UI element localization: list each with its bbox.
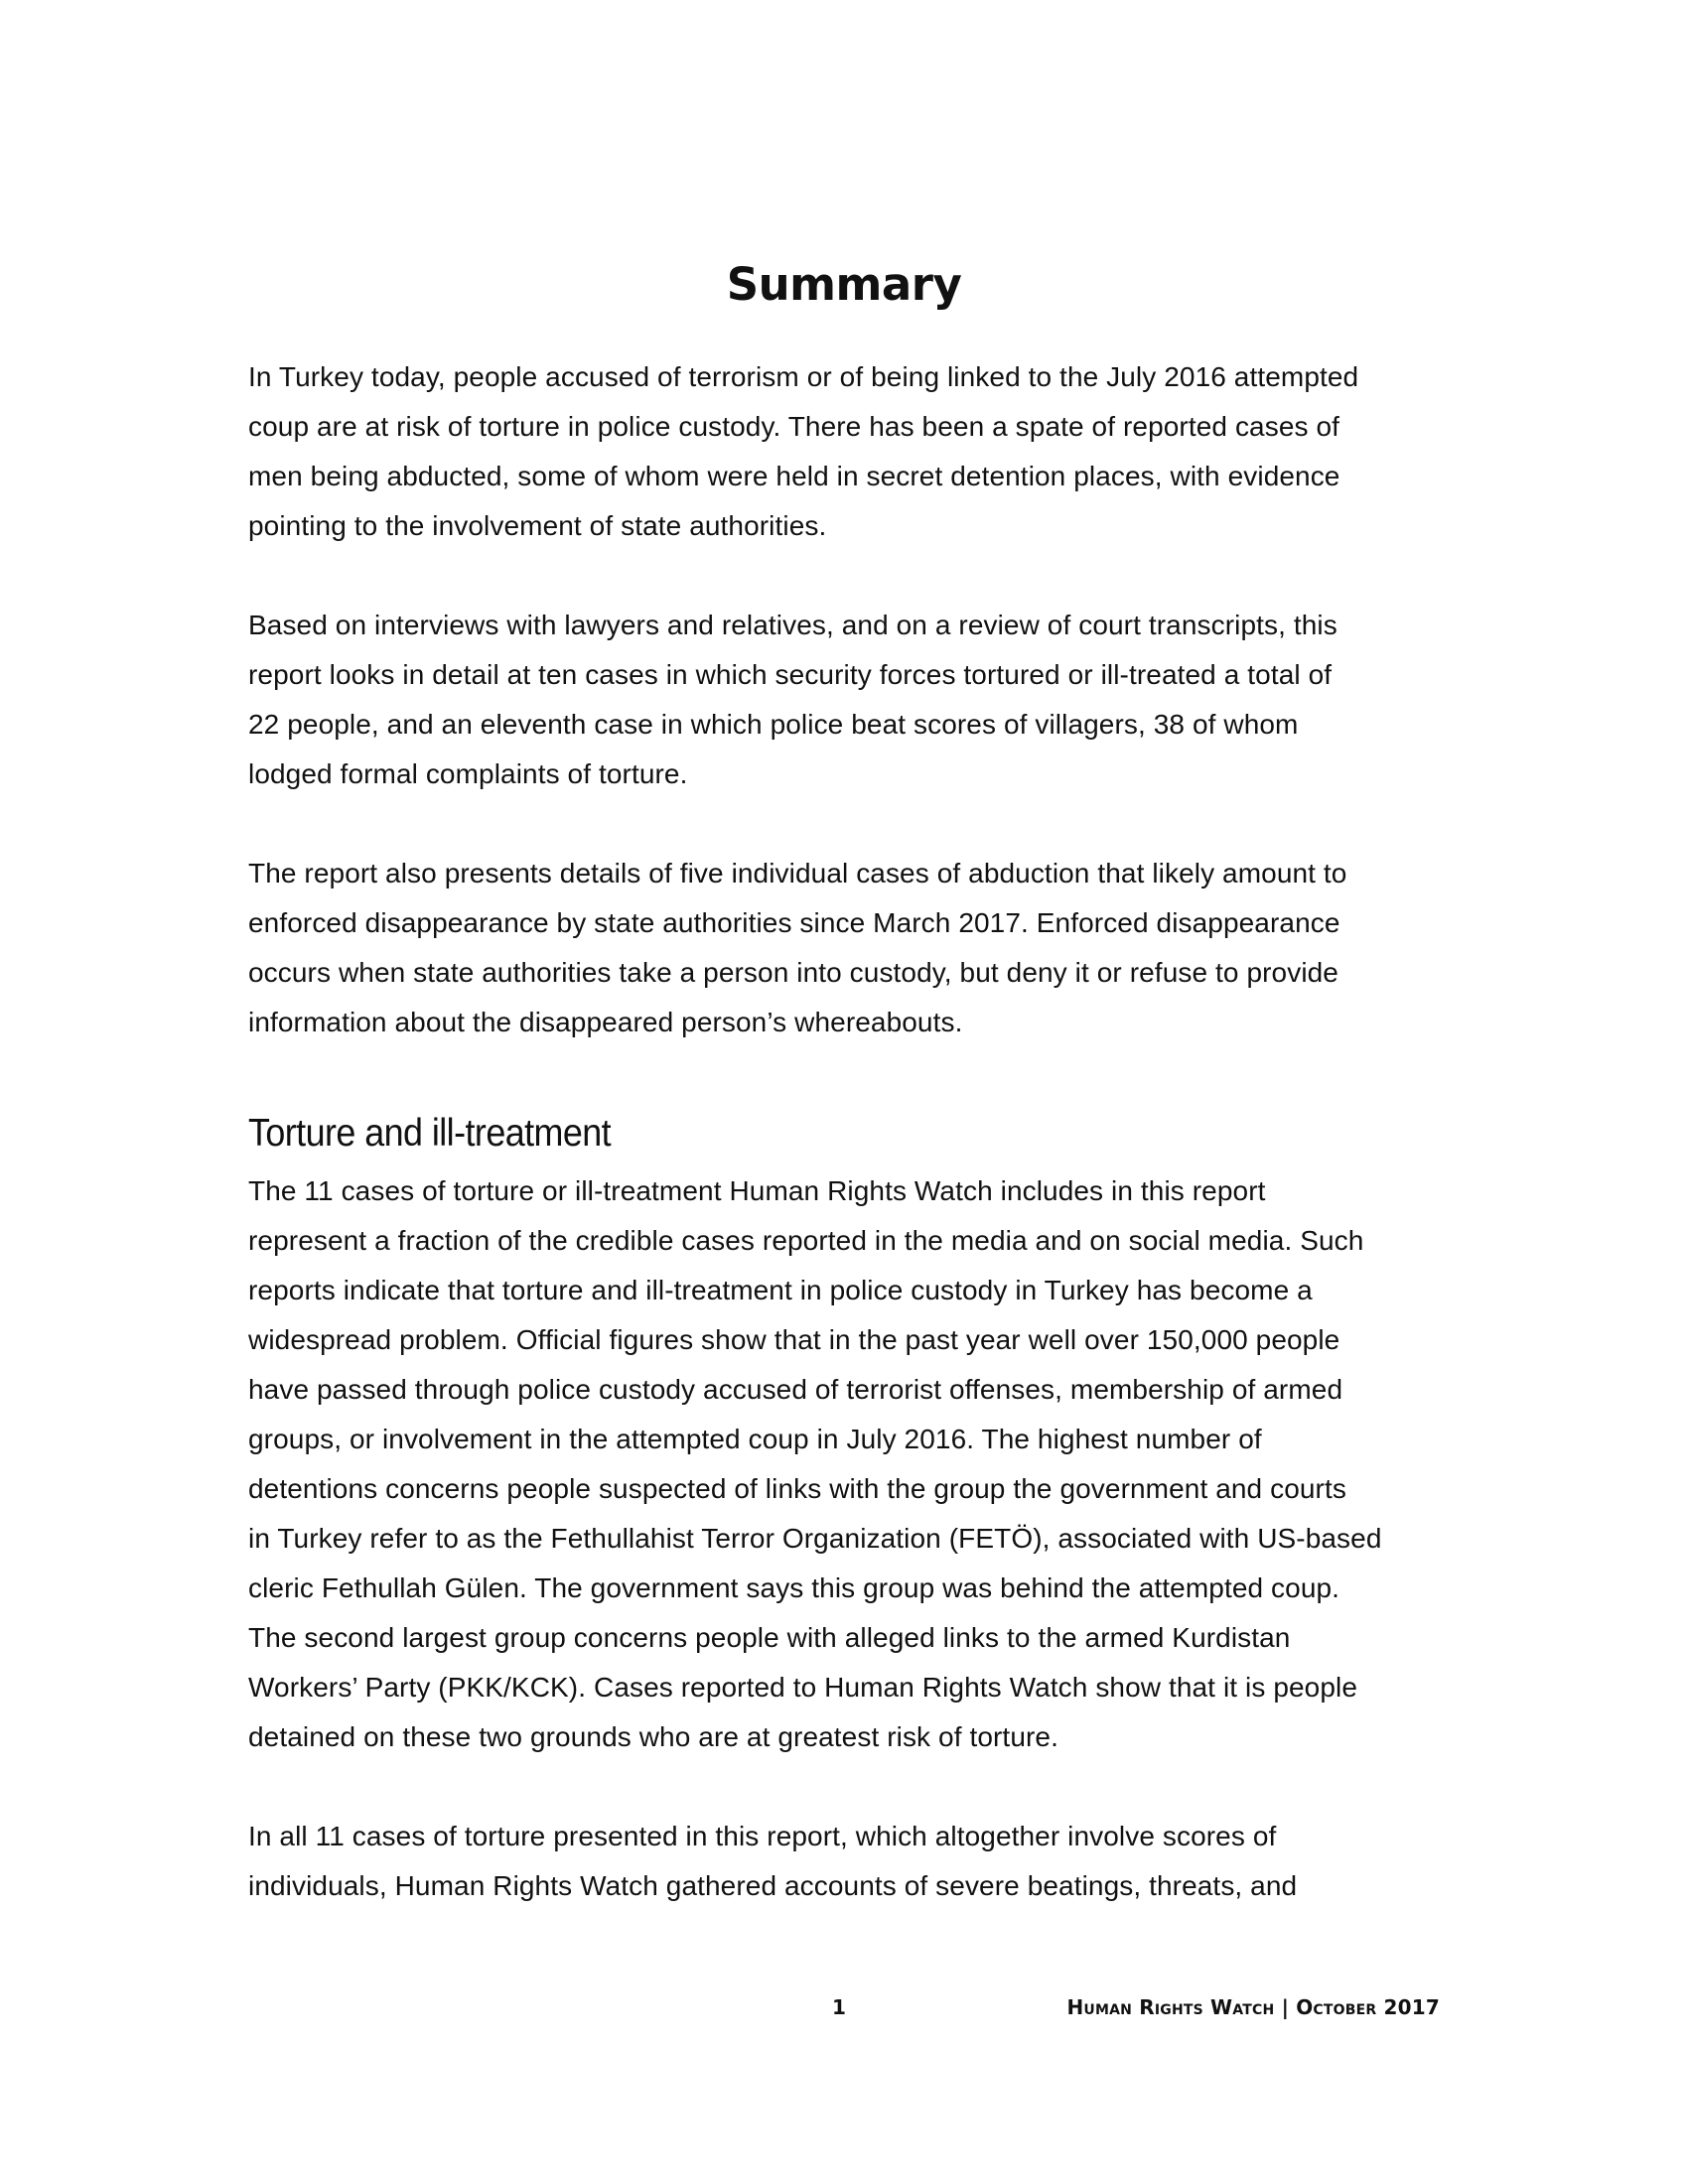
section-paragraph: The 11 cases of torture or ill-treatment Human Rights Watch includes in this report represent a fraction of the credible cases reported in the media and on social media. Such reports indicate that torture and ill-treatment in police custody in Turkey has become a widespread problem. Official figures show that in the past year well over 150,000 people have passed through police custody accused of terrorist offenses, membership of armed groups, or involvement in the attempted coup in July 2016. The highest number of detentions concerns people suspected of links with the group the government and courts in Turkey refer to as the Fethullahist Terror Organization (FETÖ), associated with US-based cleric Fethullah Gülen. The government says this group was behind the attempted coup. The second largest group concerns people with alleged links to the armed Kurdistan Workers’ Party (PKK/KCK). Cases reported to Human Rights Watch show that it is people detained on these two grounds who are at greatest risk of torture.: [248, 1175, 1382, 1752]
page-number: 1: [832, 1995, 846, 2019]
running-footer: Human Rights Watch | October 2017: [1066, 1995, 1440, 2019]
intro-paragraph: In Turkey today, people accused of terrorism or of being linked to the July 2016 attempted coup are at risk of torture in police custody. There has been a spate of reported cases of men being abducted, some of whom were held in secret detention places, with evidence pointing to the involvement of state authorities.: [248, 361, 1359, 541]
intro-paragraph: Based on interviews with lawyers and relatives, and on a review of court transcripts, this report looks in detail at ten cases in which security forces tortured or ill-treated a total of 22 people, and an eleventh case in which police beat scores of villagers, 38 of whom lodged formal complaints of torture.: [248, 610, 1337, 789]
document-body: [248, 352, 1440, 1961]
page-footer: [0, 1995, 1688, 2035]
intro-paragraph: The report also presents details of five individual cases of abduction that likely amount to enforced disappearance by state authorities since March 2017. Enforced disappearance occurs when state authorities take a person into custody, but deny it or refuse to provide information about the disappeared person’s whereabouts.: [248, 858, 1347, 1037]
section-heading: Torture and ill-treatment: [248, 1112, 612, 1155]
section-paragraph: In all 11 cases of torture presented in this report, which altogether involve scores of individuals, Human Rights Watch gathered accounts of severe beatings, threats, and: [248, 1821, 1298, 1901]
page-title: Summary: [726, 258, 962, 312]
